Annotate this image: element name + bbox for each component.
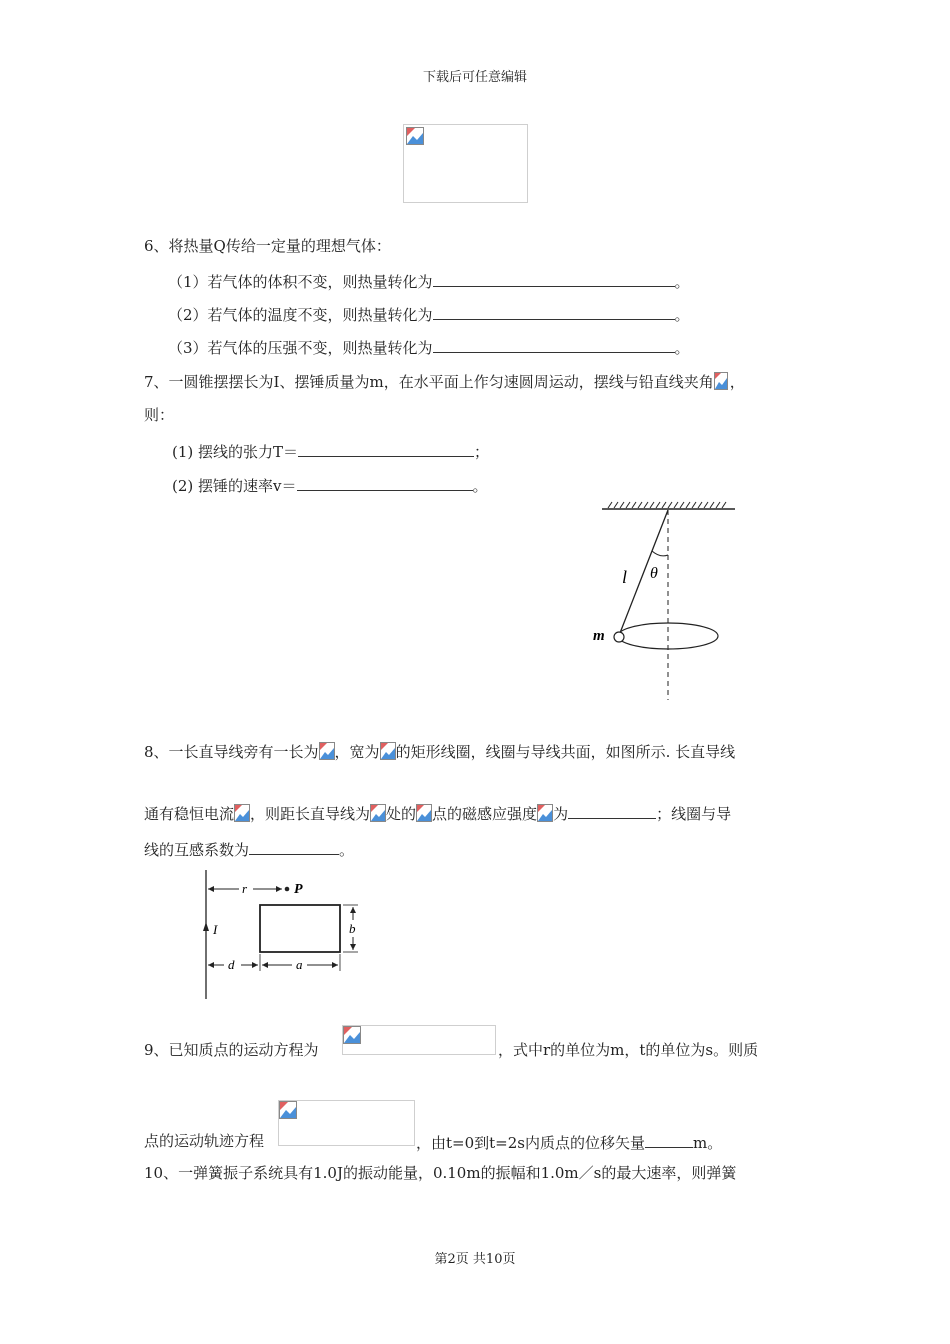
q8-text: ；线圈与导 (656, 805, 732, 823)
q8-text: 处的 (386, 805, 417, 823)
label-d: d (228, 957, 235, 972)
period: 。 (472, 477, 488, 495)
q7-item-1-text: (1) 摆线的张力T＝ (172, 443, 299, 461)
q8-line-2 (144, 802, 731, 824)
broken-image-icon (537, 804, 553, 822)
q7-item-2 (172, 474, 488, 496)
answer-blank[interactable] (298, 440, 474, 457)
broken-image-icon (416, 804, 432, 822)
label-b: b (349, 921, 356, 936)
q9-line-1-text-a: 9、已知质点的运动方程为 (144, 1041, 319, 1059)
page-header: 下载后可任意编辑 (422, 70, 527, 85)
q8-text: ，宽为 (334, 743, 380, 761)
q7-item-1 (172, 440, 489, 462)
comma: ， (729, 373, 745, 391)
q6-item-2 (168, 303, 690, 325)
broken-image-icon (714, 372, 730, 390)
q8-line-1 (144, 742, 735, 762)
broken-image-placeholder (403, 124, 528, 203)
broken-image-placeholder (342, 1025, 496, 1055)
label-r: r (242, 881, 248, 896)
label-I: I (213, 922, 218, 937)
q8-text: 为 (553, 805, 569, 823)
q8-text: 通有稳恒电流 (144, 805, 235, 823)
q7-stem (144, 372, 745, 392)
broken-image-icon (279, 1101, 295, 1119)
answer-blank[interactable] (297, 474, 473, 491)
broken-image-icon (343, 1026, 359, 1044)
q9-text: ，由t=0到t=2s内质点的位移矢量 (416, 1134, 645, 1152)
q6-item-3-text: （3）若气体的压强不变，则热量转化为 (168, 339, 433, 357)
period: 。 (674, 306, 690, 324)
answer-blank[interactable] (433, 336, 675, 353)
broken-image-placeholder (278, 1100, 415, 1146)
label-a: a (296, 957, 303, 972)
period: 。 (674, 273, 690, 291)
broken-image-icon (234, 804, 250, 822)
q8-text: ，则距长直导线为 (250, 805, 371, 823)
q7-stem-2: 则： (144, 406, 175, 424)
q8-text: 线的互感系数为 (144, 841, 250, 859)
q8-text: 的矩形线圈，线圈与导线共面，如图所示. 长直导线 (395, 743, 736, 761)
page-footer: 第2页 共10页 (434, 1252, 516, 1267)
q7-stem-text: 7、一圆锥摆摆长为I、摆锤质量为m，在水平面上作匀速圆周运动，摆线与铅直线夹角 (144, 373, 714, 391)
q7-item-2-text: (2) 摆锤的速率v＝ (172, 477, 297, 495)
answer-blank[interactable] (568, 802, 656, 819)
q9-line-2-text-a: 点的运动轨迹方程 (144, 1132, 265, 1150)
broken-image-icon (380, 742, 396, 760)
label-P: P (294, 882, 303, 897)
wire-loop-figure (195, 865, 370, 1005)
conical-pendulum-figure (590, 500, 750, 705)
q6-item-3 (168, 336, 690, 358)
broken-image-icon (406, 127, 422, 145)
q9-text: m。 (692, 1134, 723, 1152)
answer-blank[interactable] (249, 838, 339, 855)
semicolon: ； (474, 443, 490, 461)
q8-line-3 (144, 838, 354, 860)
answer-blank[interactable] (645, 1131, 693, 1148)
broken-image-icon (370, 804, 386, 822)
q8-text: 8、一长直导线旁有一长为 (144, 743, 319, 761)
q9-line-2 (416, 1131, 722, 1153)
label-theta: θ (650, 565, 658, 582)
period: 。 (339, 841, 355, 859)
answer-blank[interactable] (433, 270, 675, 287)
q6-item-1 (168, 270, 690, 292)
q6-item-1-text: （1）若气体的体积不变，则热量转化为 (168, 273, 433, 291)
period: 。 (674, 339, 690, 357)
answer-blank[interactable] (433, 303, 675, 320)
q9-line-1-text-b: ，式中r的单位为m，t的单位为s。则质 (498, 1041, 759, 1059)
broken-image-icon (319, 742, 335, 760)
q8-text: 点的磁感应强度 (432, 805, 538, 823)
label-l: l (622, 567, 628, 587)
q6-stem: 6、将热量Q传给一定量的理想气体： (144, 237, 391, 255)
q10-line-1: 10、一弹簧振子系统具有1.0J的振动能量，0.10m的振幅和1.0m／s的最大速率，则弹簧 (144, 1164, 737, 1182)
q6-item-2-text: （2）若气体的温度不变，则热量转化为 (168, 306, 433, 324)
label-m: m (593, 628, 605, 644)
